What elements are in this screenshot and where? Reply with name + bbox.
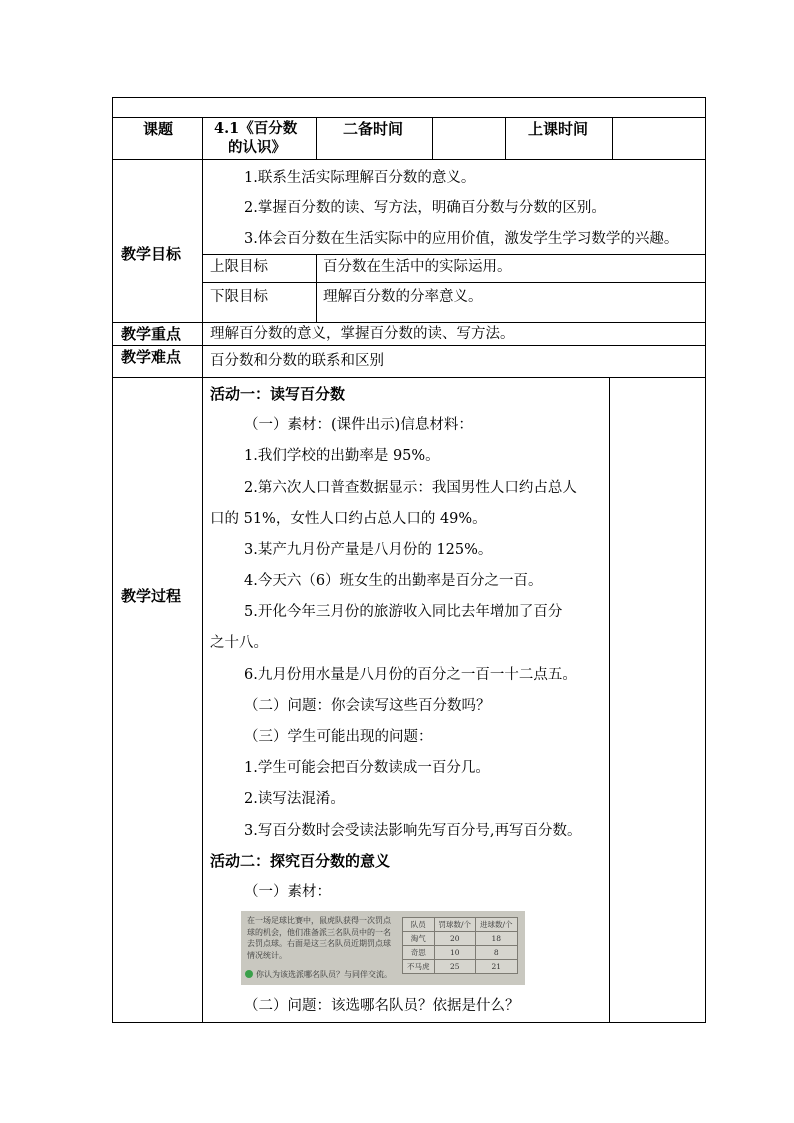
- process-label: 教学过程: [121, 587, 182, 605]
- photo-table-cell: 18: [476, 932, 518, 946]
- photo-table-cell: 队员: [403, 918, 435, 932]
- objective-item-1: 1.联系生活实际理解百分数的意义。: [244, 170, 476, 186]
- process-notes-divider: [609, 377, 610, 1023]
- label-column-divider: [202, 117, 203, 1023]
- process-line: 3.写百分数时会受读法影响先写百分号,再写百分数。: [244, 823, 582, 839]
- upper-goal-value: 百分数在生活中的实际运用。: [323, 259, 512, 275]
- photo-table-cell: 21: [476, 960, 518, 974]
- lower-goal-top: [202, 282, 706, 283]
- photo-question-text: 你认为该选派哪名队员？与同伴交流。: [256, 970, 392, 979]
- header-divider-2: [432, 117, 433, 160]
- difficulties-value: 百分数和分数的联系和区别: [210, 353, 384, 369]
- photo-question: [245, 969, 392, 980]
- class-time-label: 上课时间: [528, 120, 589, 138]
- textbook-photo: [241, 911, 525, 985]
- process-line: （三）学生可能出现的问题：: [244, 729, 433, 745]
- process-line: 之十八。: [210, 635, 268, 651]
- process-line: （二）问题：该选哪名队员？依据是什么？: [244, 998, 520, 1014]
- photo-table-cell: 进球数/个: [476, 918, 518, 932]
- prep-time-label: 二备时间: [343, 120, 404, 138]
- photo-table-header: [403, 918, 518, 932]
- objective-item-2: 2.掌握百分数的读、写方法，明确百分数与分数的区别。: [244, 200, 606, 216]
- photo-table-cell: 奇思: [403, 946, 435, 960]
- process-line: 1.我们学校的出勤率是 95%。: [244, 448, 440, 464]
- photo-table-cell: 20: [434, 932, 476, 946]
- header-divider-3: [505, 117, 506, 160]
- green-bullet-icon: [245, 970, 253, 978]
- activity-1-heading: 活动一：读写百分数: [210, 385, 346, 403]
- header-divider-4: [612, 117, 613, 160]
- key-points-value: 理解百分数的意义，掌握百分数的读、写方法。: [210, 326, 515, 342]
- goal-divider: [316, 254, 317, 323]
- photo-table-cell: 10: [434, 946, 476, 960]
- lower-goal-value: 理解百分数的分率意义。: [323, 289, 483, 305]
- process-line: 口的 51%，女性人口约占总人口的 49%。: [210, 511, 487, 527]
- table-right-border: [705, 97, 706, 1023]
- process-line: 5.开化今年三月份的旅游收入同比去年增加了百分: [244, 604, 563, 620]
- key-points-label: 教学重点: [121, 325, 182, 343]
- process-line: 6.九月份用水量是八月份的百分之一百一十二点五。: [244, 667, 577, 683]
- upper-goal-top: [202, 254, 706, 255]
- process-line: 1.学生可能会把百分数读成一百分几。: [244, 760, 490, 776]
- photo-table-row: [403, 932, 518, 946]
- subject-label: 课题: [143, 120, 174, 138]
- difficulties-label: 教学难点: [121, 348, 182, 366]
- objectives-label: 教学目标: [121, 245, 182, 263]
- photo-table-cell: 罚球数/个: [434, 918, 476, 932]
- process-line: （二）问题：你会读写这些百分数吗？: [244, 698, 491, 714]
- photo-table-cell: 8: [476, 946, 518, 960]
- header-divider-1: [316, 117, 317, 160]
- process-line: 2.读写法混淆。: [244, 791, 345, 807]
- photo-table-cell: 25: [434, 960, 476, 974]
- table-left-border: [112, 97, 113, 1023]
- process-line: （一）素材：: [244, 884, 331, 900]
- process-line: 3.某产九月份产量是八月份的 125%。: [244, 542, 493, 558]
- subject-value-line1: 4.1《百分数: [214, 120, 298, 137]
- photo-table-cell: 不马虎: [403, 960, 435, 974]
- objective-item-3: 3.体会百分数在生活实际中的应用价值，激发学生学习数学的兴趣。: [244, 231, 679, 247]
- photo-table-row: [403, 946, 518, 960]
- lower-goal-label: 下限目标: [210, 289, 268, 305]
- process-line: （一）素材：(课件出示)信息材料：: [244, 417, 473, 433]
- photo-table-cell: 淘气: [403, 932, 435, 946]
- process-line: 4.今天六（6）班女生的出勤率是百分之一百。: [244, 573, 543, 589]
- subject-value-line2: 的认识》: [228, 139, 286, 156]
- photo-table: [402, 917, 518, 974]
- activity-2-heading: 活动二：探究百分数的意义: [210, 852, 391, 870]
- photo-table-row: [403, 960, 518, 974]
- process-line: 2.第六次人口普查数据显示：我国男性人口约占总人: [244, 480, 577, 496]
- table-top-border: [112, 97, 706, 98]
- upper-goal-label: 上限目标: [210, 259, 268, 275]
- photo-text: 在一场足球比赛中，鼠虎队获得一次罚点球的机会，他们准备派三名队员中的一名去罚点球。右面是这三名队员近期罚点球情况统计。: [247, 916, 391, 960]
